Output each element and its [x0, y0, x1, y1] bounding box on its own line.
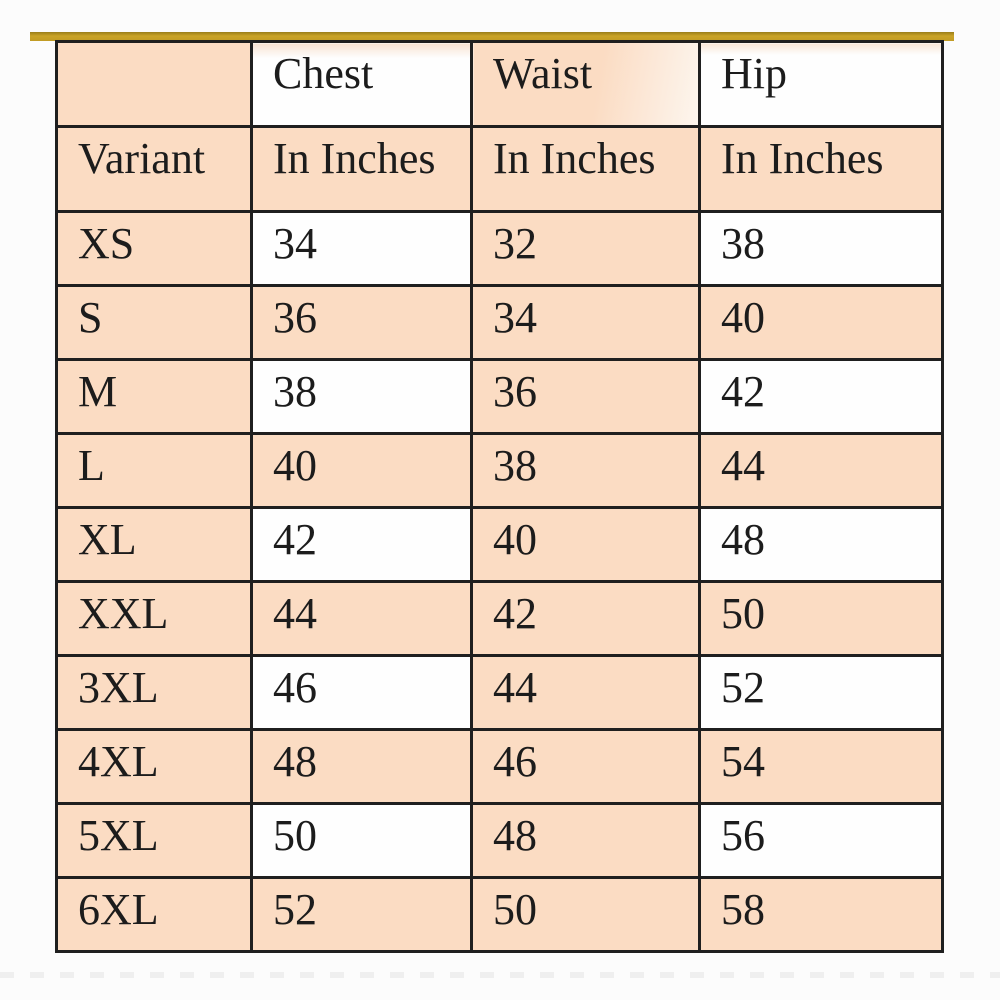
cell-hip: 56 [700, 804, 943, 878]
cell-chest: 36 [252, 286, 472, 360]
cell-variant: 6XL [57, 878, 252, 952]
table-row-xs [57, 212, 943, 286]
cell-chest: 46 [252, 656, 472, 730]
cell-variant: XXL [57, 582, 252, 656]
cell-hip: 48 [700, 508, 943, 582]
table-row-3xl [57, 656, 943, 730]
cell-variant: 5XL [57, 804, 252, 878]
header-cell-hip-units: In Inches [700, 127, 943, 212]
header-cell-waist: Waist [472, 42, 700, 127]
cell-chest: 38 [252, 360, 472, 434]
cell-waist: 36 [472, 360, 700, 434]
cell-variant: XL [57, 508, 252, 582]
header-cell-chest: Chest [252, 42, 472, 127]
cell-hip: 38 [700, 212, 943, 286]
cell-hip: 58 [700, 878, 943, 952]
cell-variant: L [57, 434, 252, 508]
cell-waist: 46 [472, 730, 700, 804]
table-row-xl [57, 508, 943, 582]
cell-waist: 40 [472, 508, 700, 582]
header-row-measures [57, 42, 943, 127]
cell-hip: 50 [700, 582, 943, 656]
cell-hip: 42 [700, 360, 943, 434]
cell-hip: 52 [700, 656, 943, 730]
cell-hip: 44 [700, 434, 943, 508]
cell-waist: 34 [472, 286, 700, 360]
cell-chest: 40 [252, 434, 472, 508]
cell-waist: 50 [472, 878, 700, 952]
cell-hip: 40 [700, 286, 943, 360]
cell-chest: 42 [252, 508, 472, 582]
cell-variant: XS [57, 212, 252, 286]
cell-variant: M [57, 360, 252, 434]
jpeg-noise-strip [0, 972, 1000, 978]
header-cell-waist-units: In Inches [472, 127, 700, 212]
cell-waist: 44 [472, 656, 700, 730]
cell-waist: 38 [472, 434, 700, 508]
size-chart-table [55, 40, 944, 953]
table-row-s [57, 286, 943, 360]
cell-waist: 48 [472, 804, 700, 878]
cell-variant: S [57, 286, 252, 360]
cell-variant: 3XL [57, 656, 252, 730]
cell-chest: 50 [252, 804, 472, 878]
table-row-4xl [57, 730, 943, 804]
table-row-6xl [57, 878, 943, 952]
table-row-m [57, 360, 943, 434]
cell-waist: 42 [472, 582, 700, 656]
cell-variant: 4XL [57, 730, 252, 804]
cell-chest: 44 [252, 582, 472, 656]
table-row-5xl [57, 804, 943, 878]
header-cell-chest-units: In Inches [252, 127, 472, 212]
table-row-l [57, 434, 943, 508]
header-cell-blank [57, 42, 252, 127]
cell-waist: 32 [472, 212, 700, 286]
header-cell-variant: Variant [57, 127, 252, 212]
cell-chest: 52 [252, 878, 472, 952]
header-row-units [57, 127, 943, 212]
table-row-xxl [57, 582, 943, 656]
header-cell-hip: Hip [700, 42, 943, 127]
cell-hip: 54 [700, 730, 943, 804]
cell-chest: 48 [252, 730, 472, 804]
cell-chest: 34 [252, 212, 472, 286]
